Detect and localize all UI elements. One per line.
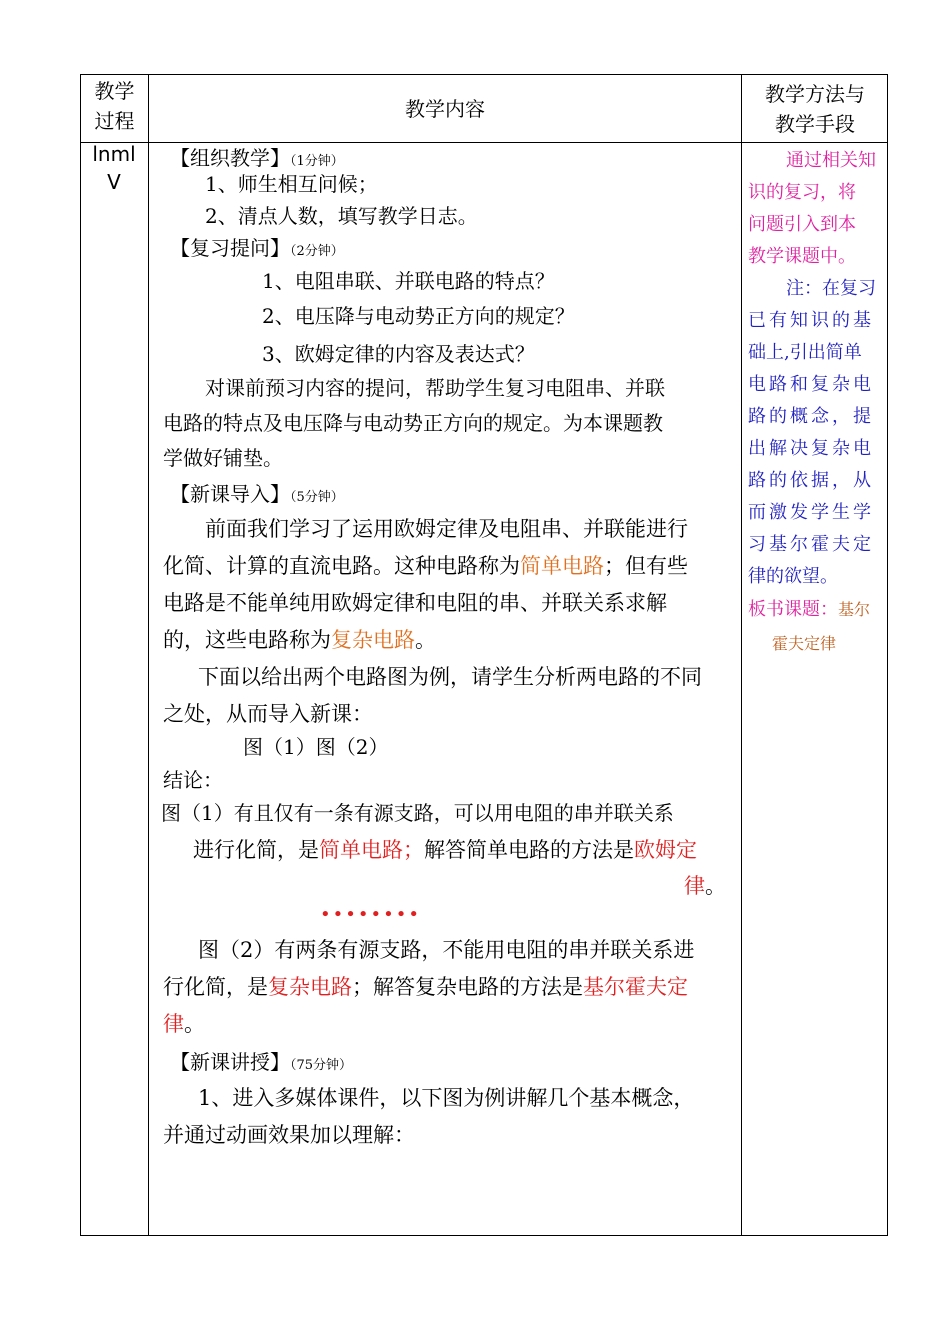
side-blue-line-9: 习基尔霍夫定 bbox=[748, 534, 874, 555]
intro-p1-line-2a: 化简、计算的直流电路。这种电路称为 bbox=[163, 554, 520, 578]
conclusion-1-line-3 bbox=[684, 870, 726, 902]
term-complex-circuit: 复杂电路 bbox=[331, 628, 415, 652]
side-blue-line-7: 路的依据，从 bbox=[748, 470, 874, 491]
header-process-line1: 教学 bbox=[94, 79, 135, 103]
header-method-line1: 教学方法与 bbox=[765, 82, 865, 106]
c2-l2a: 行化简，是 bbox=[163, 975, 268, 999]
lecture-title: 【新课讲授】 bbox=[170, 1050, 290, 1074]
lecture-line-1: 1、进入多媒体课件，以下图为例讲解几个基本概念， bbox=[198, 1086, 695, 1110]
c2-complex-circuit: 复杂电路 bbox=[268, 975, 352, 999]
side-board-title bbox=[748, 594, 884, 660]
side-blue-line-10: 律的欲望。 bbox=[748, 566, 838, 587]
intro-p1-line-2 bbox=[163, 550, 688, 582]
header-process bbox=[81, 76, 148, 136]
side-mag-line-2: 识的复习，将 bbox=[748, 182, 856, 203]
c1-l2a: 进行化简，是 bbox=[193, 838, 319, 862]
review-time: （2分钟） bbox=[290, 244, 344, 259]
review-title: 【复习提问】 bbox=[170, 236, 290, 260]
lecture-heading bbox=[170, 1046, 352, 1082]
c1-period: 。 bbox=[705, 874, 726, 898]
process-code-line2: V bbox=[107, 170, 121, 194]
intro-p2-line-2: 之处，从而导入新课： bbox=[163, 702, 373, 726]
review-item-2: 2、电压降与电动势正方向的规定？ bbox=[262, 304, 575, 328]
conclusion-2-line-3 bbox=[163, 1008, 205, 1040]
header-method-line2: 教学手段 bbox=[775, 112, 855, 136]
lecture-line-2: 并通过动画效果加以理解： bbox=[163, 1123, 415, 1147]
c1-law-end: 律 bbox=[684, 874, 705, 898]
intro-p1-line-3: 电路是不能单纯用欧姆定律和电阻的串、并联关系求解 bbox=[163, 591, 667, 615]
process-code bbox=[84, 140, 144, 196]
intro-time: （5分钟） bbox=[290, 490, 344, 505]
side-blue-line-5: 路的概念，提 bbox=[748, 406, 874, 427]
lecture-time: （75分钟） bbox=[290, 1058, 353, 1073]
org-item-1: 1、师生相互问候； bbox=[205, 172, 378, 196]
c2-kirchhoff: 基尔霍夫定 bbox=[583, 975, 688, 999]
red-dots-divider: •••••••• bbox=[320, 904, 421, 925]
process-code-line1: lnml bbox=[92, 142, 136, 166]
side-mag-line-1: 通过相关知 bbox=[786, 150, 876, 171]
side-blue-line-6: 出解决复杂电 bbox=[748, 438, 874, 459]
c1-simple-circuit: 简单电路； bbox=[319, 838, 424, 862]
side-note-review bbox=[748, 145, 884, 273]
review-para-line-1: 对课前预习内容的提问，帮助学生复习电阻串、并联 bbox=[205, 376, 665, 400]
org-time: （1分钟） bbox=[290, 154, 344, 169]
table-bottom-border bbox=[80, 1235, 888, 1236]
review-heading bbox=[170, 232, 344, 268]
conclusion-1-line-1: 图（1）有且仅有一条有源支路，可以用电阻的串并联关系 bbox=[161, 801, 674, 825]
org-title: 【组织教学】 bbox=[170, 146, 290, 170]
side-note-purpose bbox=[748, 273, 884, 593]
intro-p1-line-4a: 的，这些电路称为 bbox=[163, 628, 331, 652]
board-title-part-2: 霍夫定律 bbox=[772, 634, 837, 653]
col-border-left bbox=[80, 74, 81, 1236]
conclusion-1-line-2 bbox=[193, 834, 697, 866]
review-para-line-2: 电路的特点及电压降与电动势正方向的规定。为本课题教 bbox=[163, 411, 663, 435]
intro-p1-line-4 bbox=[163, 624, 436, 656]
side-blue-line-1: 注：在复习 bbox=[786, 278, 876, 299]
col-border-1 bbox=[148, 74, 149, 1236]
header-method bbox=[742, 79, 888, 139]
side-blue-line-8: 而激发学生学 bbox=[748, 502, 874, 523]
header-process-line2: 过程 bbox=[94, 109, 135, 133]
board-label: 板书课题： bbox=[748, 599, 838, 620]
side-mag-line-3: 问题引入到本 bbox=[748, 214, 856, 235]
c2-l2c: ；解答复杂电路的方法是 bbox=[352, 975, 583, 999]
header-content: 教学内容 bbox=[405, 97, 485, 121]
org-item-2: 2、清点人数，填写教学日志。 bbox=[205, 204, 478, 228]
conclusion-label: 结论： bbox=[163, 768, 223, 792]
intro-p1-line-1: 前面我们学习了运用欧姆定律及电阻串、并联能进行 bbox=[205, 517, 688, 541]
board-title-part-1: 基尔 bbox=[838, 600, 871, 619]
intro-p1-line-4c: 。 bbox=[415, 628, 436, 652]
figure-labels: 图（1）图（2） bbox=[243, 735, 389, 759]
c2-law-end: 律 bbox=[163, 1012, 184, 1036]
conclusion-2-line-1: 图（2）有两条有源支路，不能用电阻的串并联关系进 bbox=[198, 938, 695, 962]
intro-heading bbox=[170, 478, 344, 514]
intro-p2-line-1: 下面以给出两个电路图为例，请学生分析两电路的不同 bbox=[198, 665, 702, 689]
conclusion-2-line-2 bbox=[163, 971, 688, 1003]
intro-title: 【新课导入】 bbox=[170, 482, 290, 506]
side-mag-line-4: 教学课题中。 bbox=[748, 246, 856, 267]
side-blue-line-4: 电路和复杂电 bbox=[748, 374, 874, 395]
intro-p1-line-2c: ；但有些 bbox=[604, 554, 688, 578]
col-border-right bbox=[887, 74, 888, 1236]
review-item-3: 3、欧姆定律的内容及表达式？ bbox=[262, 342, 535, 366]
term-simple-circuit: 简单电路 bbox=[520, 554, 604, 578]
c2-period: 。 bbox=[184, 1012, 205, 1036]
side-blue-line-3: 础上,引出简单 bbox=[748, 342, 862, 363]
review-para-line-3: 学做好铺垫。 bbox=[163, 446, 283, 470]
table-top-border bbox=[80, 74, 888, 75]
col-border-2 bbox=[741, 74, 742, 1236]
side-blue-line-2: 已有知识的基 bbox=[748, 310, 874, 331]
review-item-1: 1、电阻串联、并联电路的特点？ bbox=[262, 269, 555, 293]
c1-ohm-law: 欧姆定 bbox=[634, 838, 697, 862]
board-title-line-1 bbox=[748, 594, 884, 626]
c1-l2c: 解答简单电路的方法是 bbox=[424, 838, 634, 862]
